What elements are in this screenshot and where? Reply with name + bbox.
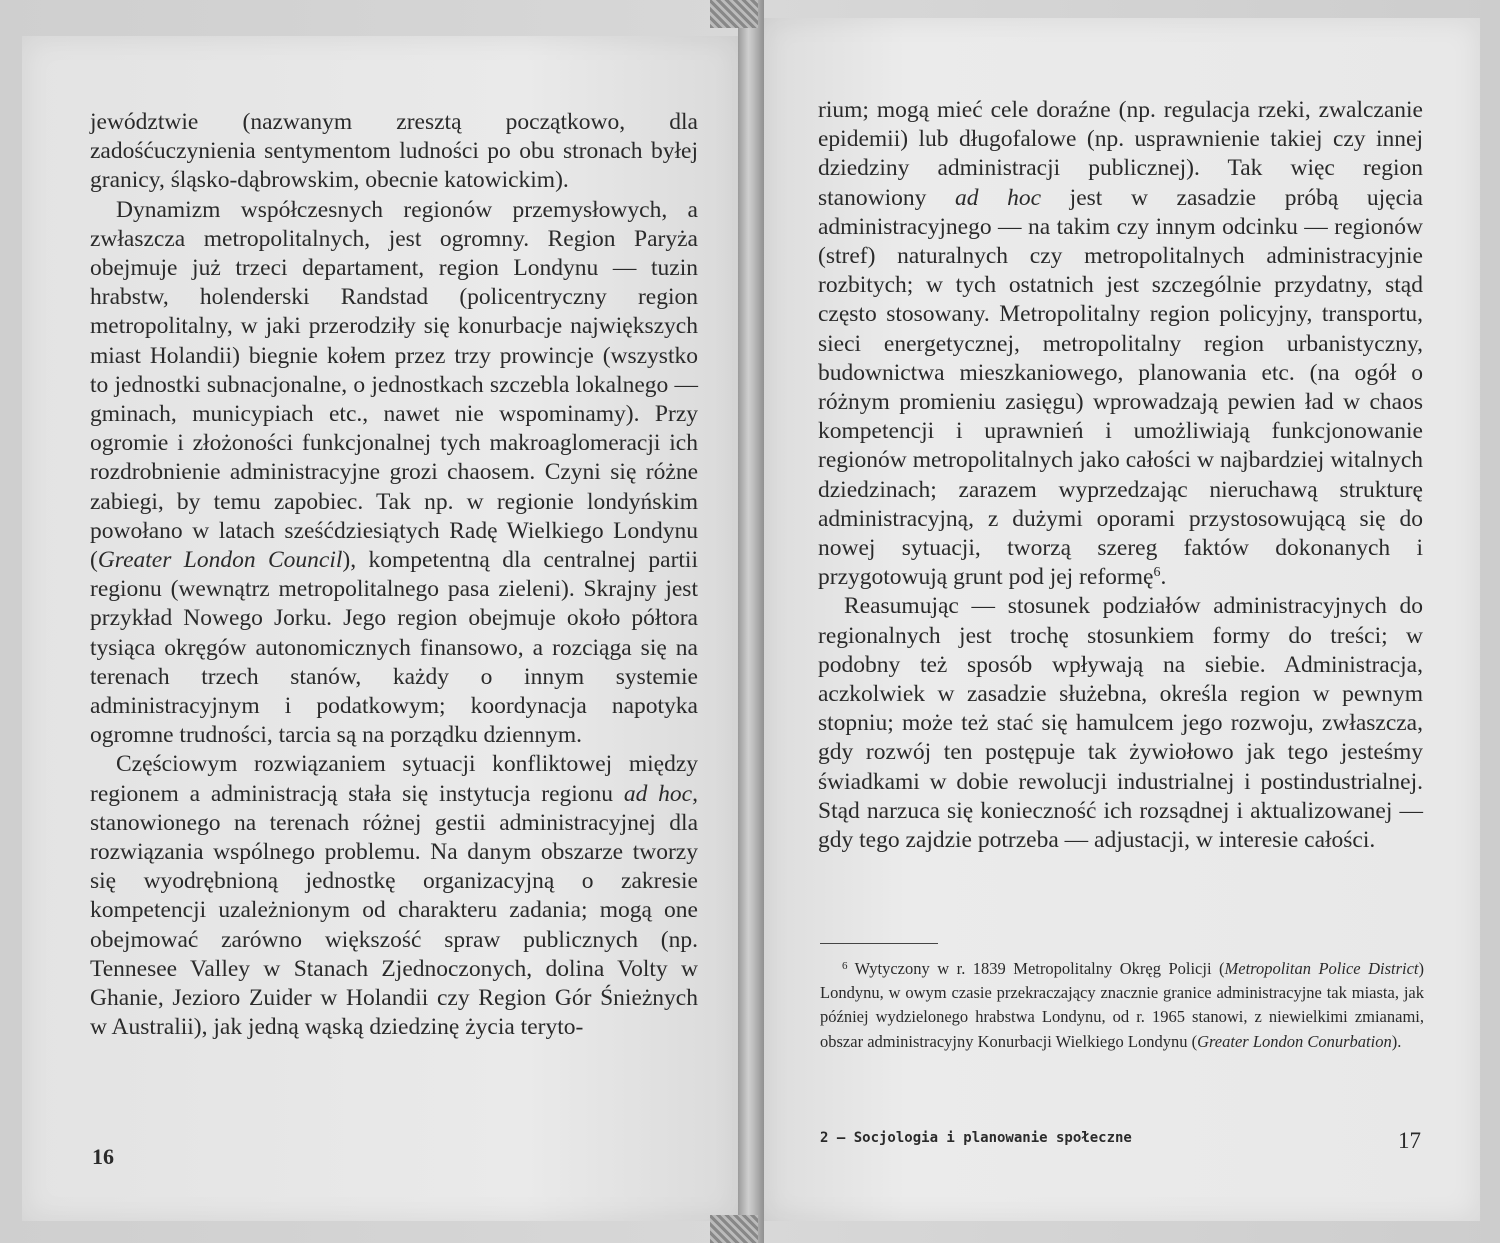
text-run: jewództwie (nazwanym zresztą początkowo, dla zadośćuczynienia sentymentom ludności po obu stronach byłej granicy, śląsko-dąbrowskim, obecnie katowickim). [90,109,698,194]
bookmark-ribbon-top [710,0,758,28]
text-run: jest w zasadzie próbą ujęcia administracyjnego — na takim czy innym odcinku — regionów (stref) naturalnych czy metropolitalnych administracyjnie rozbitych; w tych ostatnich jest szczególnie przydatny, stąd często stosowany. Metropolitalny region policyjny, transportu, sieci energetycznej, metropolitalny region urbanistyczny, budownictwa mieszkaniowego, planowania etc. (na ogół o różnym promieniu zasięgu) wprowadzają pewien ład w chaos kompetencji i uprawnień i umożliwiają funkcjonowanie regionów metropolitalnych jako całości w najbardziej witalnych dziedzinach; zarazem wyprzedzając nieruchawą strukturę administracyjną, z dużymi oporami przystosowującą się do nowej sytuacji, tworzą szereg faktów dokonanych i przygotowują grunt pod jej reformę [818,184,1423,591]
text-run: Reasumując — stosunek podziałów administracyjnych do regionalnych jest trochę stosunkiem formy do treści; w podobny też sposób wpływają na siebie. Administracja, aczkolwiek w zasadzie służebna, określa region w pewnym stopniu; może też stać się hamulcem jego rozwoju, zwłaszcza, gdy rozwój ten postępuje tak żywiołowo jak tego jesteśmy świadkami w dobie rewolucji industrialnej i postindustrialnej. Stąd narzuca się konieczność ich rozsądnej i aktualizowanej — gdy tego zajdzie potrzeba — adjustacji, w interesie całości. [818,593,1423,854]
text-run: ). [1391,1031,1402,1051]
text-run: . [1160,564,1167,591]
printer-signature: 2 — Socjologia i planowanie społeczne [820,1130,1132,1146]
footnote-reference[interactable]: 6 [1153,565,1161,581]
paragraph [90,108,698,196]
bookmark-ribbon-bottom [710,1215,758,1243]
text-run: Wytyczony w r. 1839 Metropolitalny Okręg Policji ( [847,959,1225,978]
italic-text: Greater London Conurbation [1197,1031,1392,1051]
text-run: rium; mogą mieć cele doraźne (np. regulacja rzeki, zwalczanie epidemii) lub długofalowe (np. usprawnienie takiej czy innej dziedziny administracji publicznej). Tak więc region stanowiony [818,97,1423,211]
italic-text: ad hoc [954,184,1042,211]
page-number-left: 16 [92,1144,114,1169]
left-page-text [90,108,698,1043]
footnote-rule [820,943,938,944]
italic-text: ad hoc, [623,780,698,807]
italic-text: Greater London Council [97,547,343,574]
page-number-right: 17 [1398,1128,1421,1153]
paragraph [818,96,1423,592]
text-run: stanowionego na terenach różnej gestii administracyjnej dla rozwiązania wspólnego problemu. Na danym obszarze tworzy się wyodrębnioną jednostkę organizacyjną o zakresie kompetencji uzależnionym od charakteru zadania; mogą one obejmować zarówno większość spraw publicznych (np. Tennesee Valley w Stanach Zjednoczonych, dolina Volty w Ghanie, Jezioro Zuider w Holandii czy Region Gór Śnieżnych w Australii), jak jedną wąską dziedzinę życia teryto- [90,809,698,1041]
book-gutter [738,0,764,1243]
footnote-marker: 6 [842,960,848,972]
italic-text: Metropolitan Police District [1224,959,1419,978]
text-run: ), kompetentną dla centralnej partii regionu (wewnątrz metropolitalnego pasa zieleni). Skrajny jest przykład Nowego Jorku. Jego region obejmuje około półtora tysiąca okręgów autonomicznych finansowo, a rozciąga się na terenach trzech stanów, każdy o innym systemie administracyjnym i podatkowym; koordynacja napotyka ogromne trudności, tarcia są na porządku dziennym. [90,547,698,749]
text-run: Dynamizm współczesnych regionów przemysłowych, a zwłaszcza metropolitalnych, jest ogromny. Region Paryża obejmuje już trzeci departament, region Londynu — tuzin hrabstw, holenderski Randstad (policentryczny region metropolitalny, w jaki przerodziły się konurbacje największych miast Holandii) biegnie kołem przez trzy prowincje (wszystko to jednostki subnacjonalne, o jednostkach szczebla lokalnego — gminach, municypiach etc., nawet nie wspominamy). Przy ogromie i złożoności funkcjonalnej tych makroaglomeracji ich rozdrobnienie administracyjne grozi chaosem. Czyni się różne zabiegi, by temu zapobiec. Tak np. w regionie londyńskim powołano w latach sześćdziesiątych Radę Wielkiego Londynu ( [90,196,698,574]
text-run: Częściowym rozwiązaniem sytuacji konfliktowej między regionem a administracją stała się instytucja regionu [90,751,698,807]
paragraph [90,750,698,1042]
paragraph [818,592,1423,855]
footnote-6 [820,957,1424,1054]
text-run: ) Londynu, w owym czasie przekraczający znacznie granice administracyjne tak miasta, jak później wydzielonego hrabstwa Londynu, od r. 1965 stanowi, z niewielkimi zmianami, obszar administracyjny Konurbacji Wielkiego Londynu ( [820,959,1424,1051]
right-page-text [818,96,1423,855]
footnote-paragraph [820,957,1424,1054]
paragraph [90,196,698,751]
